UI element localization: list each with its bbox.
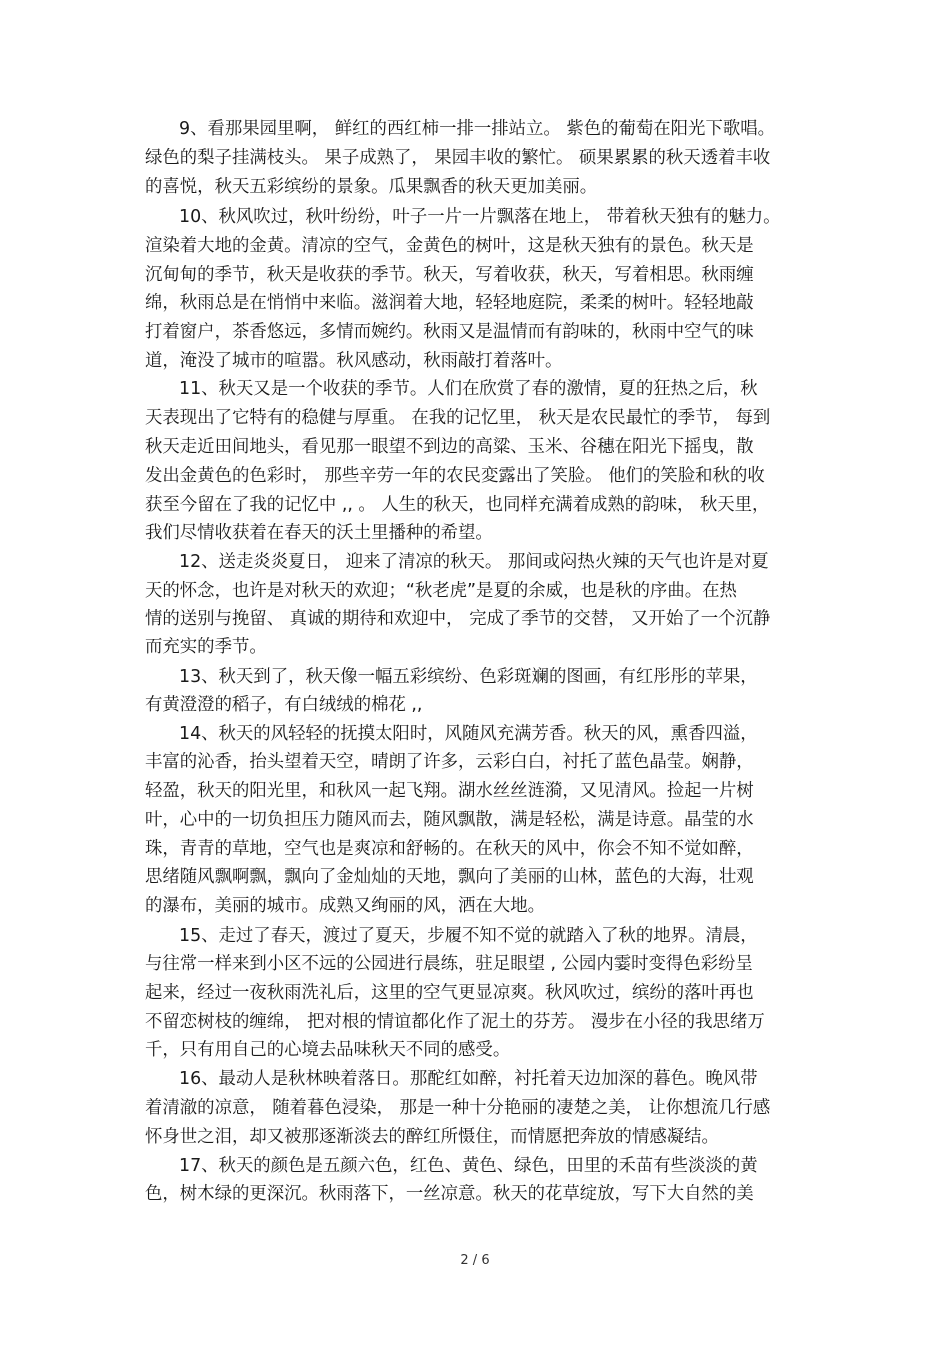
paragraph-9-line-1: 9、看那果园里啊， 鲜红的西红柿一排一排站立。 紫色的葡萄在阳光下歌唱。 (179, 119, 776, 139)
paragraph-10-line-1: 10、秋风吹过，秋叶纷纷，叶子一片一片飘落在地上， 带着秋天独有的魅力。 (179, 207, 781, 227)
paragraph-11-line-5: 获至今留在了我的记忆中 ,, 。 人生的秋天，也同样充满着成熟的韵味， 秋天里， (145, 495, 770, 515)
paragraph-15-line-5: 千，只有用自己的心境去品味秋天不同的感受。 (145, 1040, 511, 1060)
paragraph-11-line-6: 我们尽情收获着在春天的沃土里播种的希望。 (145, 523, 493, 543)
paragraph-11-line-2: 天表现出了它特有的稳健与厚重。 在我的记忆里， 秋天是农民最忙的季节， 每到 (145, 408, 771, 428)
paragraph-17-line-1: 17、秋天的颜色是五颜六色，红色、黄色、绿色，田里的禾苗有些淡淡的黄 (179, 1156, 758, 1176)
paragraph-12-line-4: 而充实的季节。 (145, 637, 267, 657)
paragraph-14-line-5: 珠，青青的草地，空气也是爽凉和舒畅的。在秋天的风中，你会不知不觉如醉， (145, 839, 754, 859)
paragraph-12-line-3: 情的送别与挽留、 真诚的期待和欢迎中， 完成了季节的交替， 又开始了一个沉静 (145, 609, 771, 629)
paragraph-12-line-2: 天的怀念，也许是对秋天的欢迎；“秋老虎”是夏的余威，也是秋的序曲。在热 (145, 581, 737, 601)
paragraph-9-line-2: 绿色的梨子挂满枝头。 果子成熟了， 果园丰收的繁忙。 硕果累累的秋天透着丰收 (145, 148, 771, 168)
paragraph-10-line-4: 绵，秋雨总是在悄悄中来临。滋润着大地，轻轻地庭院，柔柔的树叶。轻轻地敲 (145, 293, 754, 313)
paragraph-14-line-3: 轻盈，秋天的阳光里，和秋风一起飞翔。湖水丝丝涟漪，又见清风。捡起一片树 (145, 781, 754, 801)
paragraph-13-line-1: 13、秋天到了，秋天像一幅五彩缤纷、色彩斑斓的图画，有红彤彤的苹果， (179, 667, 758, 687)
paragraph-16-line-1: 16、最动人是秋林映着落日。那酡红如醉，衬托着天边加深的暮色。晚风带 (179, 1069, 758, 1089)
paragraph-10-line-2: 渲染着大地的金黄。清凉的空气，金黄色的树叶，这是秋天独有的景色。秋天是 (145, 236, 754, 256)
paragraph-15-line-2: 与往常一样来到小区不远的公园进行晨练，驻足眼望 , 公园内霎时变得色彩纷呈 (145, 954, 753, 974)
paragraph-11-line-1: 11、秋天又是一个收获的季节。人们在欣赏了春的激情，夏的狂热之后，秋 (179, 379, 758, 399)
paragraph-16-line-2: 着清澈的凉意， 随着暮色浸染， 那是一种十分艳丽的凄楚之美， 让你想流几行感 (145, 1098, 771, 1118)
paragraph-15-line-1: 15、走过了春天，渡过了夏天，步履不知不觉的就踏入了秋的地界。清晨， (179, 926, 758, 946)
paragraph-11-line-3: 秋天走近田间地头，看见那一眼望不到边的高粱、玉米、谷穗在阳光下摇曳，散 (145, 437, 754, 457)
paragraph-10-line-6: 道，淹没了城市的喧嚣。秋风感动，秋雨敲打着落叶。 (145, 351, 563, 371)
paragraph-14-line-6: 思绪随风飘啊飘，飘向了金灿灿的天地，飘向了美丽的山林，蓝色的大海，壮观 (145, 867, 754, 887)
paragraph-14-line-4: 叶，心中的一切负担压力随风而去，随风飘散，满是轻松，满是诗意。晶莹的水 (145, 810, 754, 830)
paragraph-15-line-3: 起来，经过一夜秋雨洗礼后，这里的空气更显凉爽。秋风吹过，缤纷的落叶再也 (145, 983, 754, 1003)
paragraph-11-line-4: 发出金黄色的色彩时， 那些辛劳一年的农民変露出了笑脸。 他们的笑脸和秋的收 (145, 466, 765, 486)
paragraph-14-line-1: 14、秋天的风轻轻的抚摸太阳时，风随风充满芳香。秋天的风，熏香四溢， (179, 724, 758, 744)
page-number: 2 / 6 (460, 1253, 490, 1268)
paragraph-13-line-2: 有黄澄澄的稻子，有白绒绒的棉花 ,, (145, 695, 423, 715)
paragraph-10-line-3: 沉甸甸的季节，秋天是收获的季节。秋天，写着收获，秋天，写着相思。秋雨缠 (145, 265, 754, 285)
paragraph-14-line-2: 丰富的沁香，抬头望着天空，晴朗了许多，云彩白白，衬托了蓝色晶莹。娴静， (145, 752, 754, 772)
paragraph-14-line-7: 的瀑布，美丽的城市。成熟又绚丽的风，洒在大地。 (145, 896, 545, 916)
paragraph-17-line-2: 色，树木绿的更深沉。秋雨落下，一丝凉意。秋天的花草绽放，写下大自然的美 (145, 1184, 754, 1204)
paragraph-16-line-3: 怀身世之泪，却又被那逐渐淡去的醉红所慑住，而情愿把奔放的情感凝结。 (145, 1127, 719, 1147)
paragraph-9-line-3: 的喜悦，秋天五彩缤纷的景象。瓜果飘香的秋天更加美丽。 (145, 177, 598, 197)
paragraph-10-line-5: 打着窗户，茶香悠远，多情而婉约。秋雨又是温情而有韵味的，秋雨中空气的味 (145, 322, 754, 342)
paragraph-12-line-1: 12、送走炎炎夏日， 迎来了清凉的秋天。 那间或闷热火辣的天气也许是对夏 (179, 552, 769, 572)
paragraph-15-line-4: 不留恋树枝的缠绵， 把对根的情谊都化作了泥土的芬芳。 漫步在小径的我思绪万 (145, 1012, 765, 1032)
